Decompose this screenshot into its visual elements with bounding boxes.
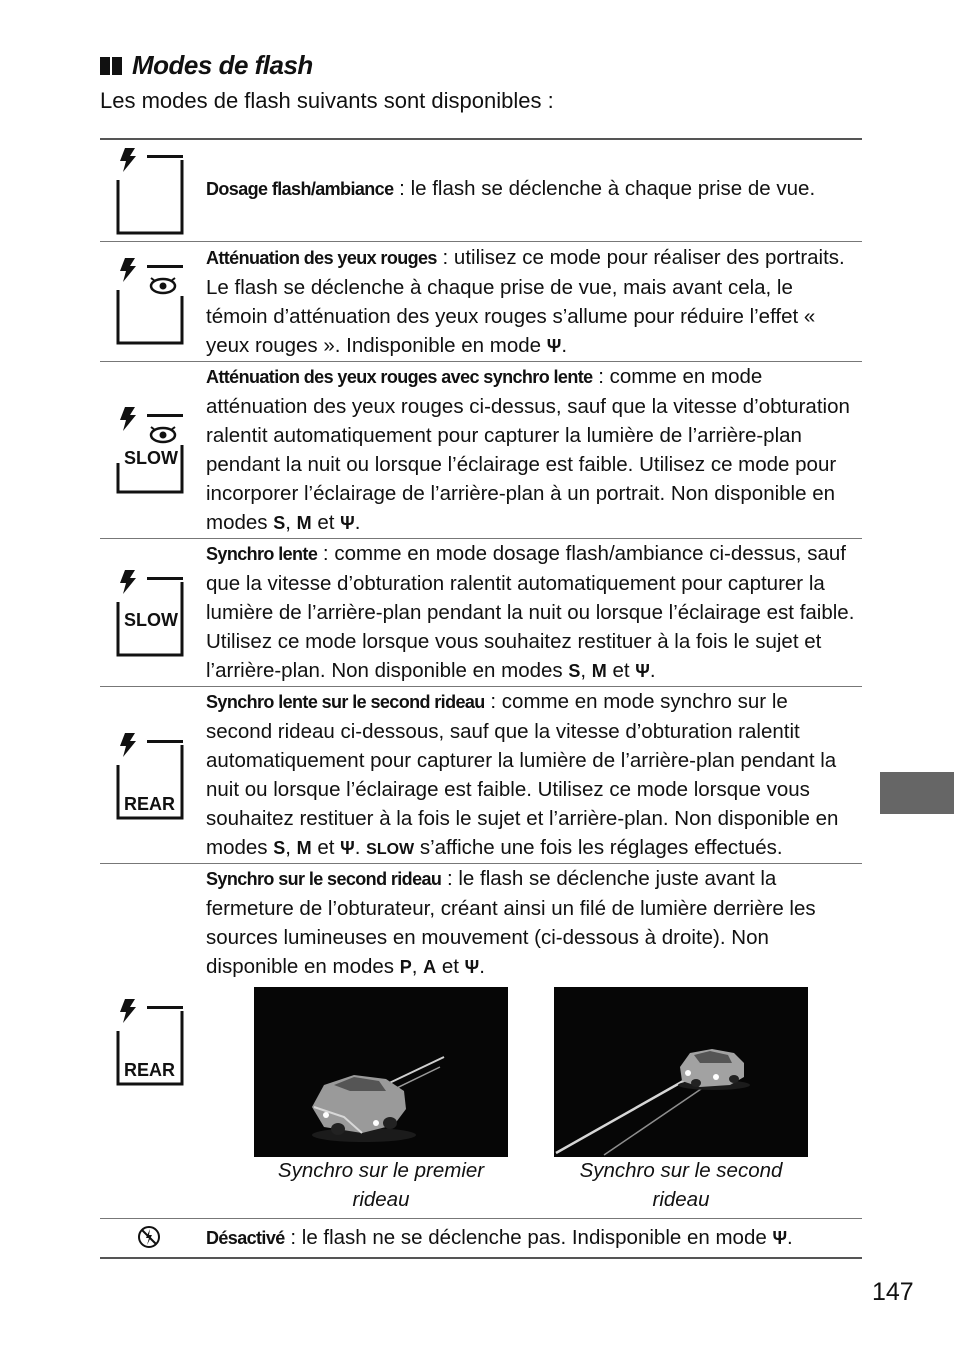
mode-term: Dosage flash/ambiance (206, 179, 394, 199)
mode-term: Atténuation des yeux rouges avec synchro lente (206, 367, 593, 387)
intro-text: Les modes de flash suivants sont disponibles : (100, 88, 554, 113)
heading-marker-icon (112, 57, 122, 75)
slow-label: SLOW (124, 448, 178, 468)
cutlery-icon: Ψ (340, 513, 355, 533)
heading-title: Modes de flash (132, 50, 313, 80)
heading-marker-icon (100, 57, 110, 75)
slow-indicator: SLOW (366, 841, 415, 858)
mode-term: Synchro lente sur le second rideau (206, 692, 485, 712)
row-description: Atténuation des yeux rouges avec synchro lente : comme en mode atténuation des yeux rouges ci-dessus, sauf que la vitesse d’obturation ralentit automatiquement pour capturer la lumière de l’arrière-plan pendant la nuit ou lorsque l’éclairage est faible. Utilisez ce mode pour incorporer l’éclairage de l’arrière-plan à un portrait. Non disponible en modes S, M et Ψ. (206, 365, 850, 534)
page-number: 147 (872, 1278, 914, 1306)
cutlery-icon: Ψ (546, 336, 562, 356)
rear-label: REAR (124, 1060, 176, 1080)
row-description: Dosage flash/ambiance : le flash se déclenche à chaque prise de vue. (206, 177, 816, 200)
slow-label: SLOW (124, 610, 178, 630)
row-description: Synchro sur le second rideau : le flash se déclenche juste avant la fermeture de l’obturateur, créant ainsi un filé de lumière derrière les sources lumineuses en mouvement (ci-dessous à droite). Non disponible en modes P, A et Ψ. (206, 867, 816, 978)
flash-off-icon (137, 1225, 161, 1249)
row-description: Synchro lente : comme en mode dosage flash/ambiance ci-dessus, sauf que la vitesse d’obturation ralentit automatiquement pour capturer la lumière de l’arrière-plan pendant la nuit ou lorsque l’éclairage est faible. Utilisez ce mode lorsque vous souhaitez restituer à la fois le sujet et l’arrière-plan. Non disponible en modes S, M et Ψ. (206, 542, 855, 682)
row-description: Désactivé : le flash ne se déclenche pas. Indisponible en mode Ψ. (206, 1226, 793, 1249)
cutlery-icon: Ψ (635, 661, 650, 681)
cutlery-icon: Ψ (772, 1228, 788, 1248)
chapter-tab (880, 772, 954, 814)
rear-label: REAR (124, 794, 176, 814)
rear-curtain-mode-icon (115, 997, 185, 1089)
mode-term: Synchro sur le second rideau (206, 869, 442, 889)
section-heading (100, 50, 313, 81)
row-divider (100, 1218, 862, 1219)
cutlery-icon: Ψ (464, 957, 480, 977)
mode-term: Synchro lente (206, 544, 318, 564)
row-divider (100, 241, 862, 242)
front-curtain-caption: Synchro sur le premier rideau (277, 1159, 485, 1211)
table-bottom-rule (100, 1257, 862, 1259)
cutlery-icon: Ψ (340, 838, 355, 858)
row-description: Atténuation des yeux rouges : utilisez ce mode pour réaliser des portraits. Le flash se déclenche à chaque prise de vue, mais avant cela, le témoin d’atténuation des yeux rouges s’allume pour réduire l’effet « yeux rouges ». Indisponible en mode Ψ. (206, 246, 845, 357)
mode-term: Atténuation des yeux rouges (206, 248, 437, 268)
table-top-rule (100, 138, 862, 140)
rear-curtain-caption: Synchro sur le second rideau (579, 1159, 783, 1211)
mode-term: Désactivé (206, 1228, 285, 1248)
red-eye-slow-sync-mode-icon (115, 405, 185, 497)
row-description: Synchro lente sur le second rideau : comme en mode synchro sur le second rideau ci-dessous, sauf que la vitesse d’obturation ralentit automatiquement pour capturer la lumière de l’arrière-plan pendant la nuit ou lorsque l’éclairage est faible. Utilisez ce mode lorsque vous souhaitez restituer à la fois le sujet et l’arrière-plan. Non disponible en modes S, M et Ψ. SLOW s’affiche une fois les réglages effectués. (206, 690, 839, 859)
red-eye-reduction-mode-icon (115, 256, 185, 348)
front-curtain-photo (254, 987, 508, 1157)
slow-rear-curtain-mode-icon (115, 731, 185, 823)
flash-fill-mode-icon (115, 146, 185, 238)
rear-curtain-photo (554, 987, 808, 1157)
slow-sync-mode-icon (115, 568, 185, 660)
